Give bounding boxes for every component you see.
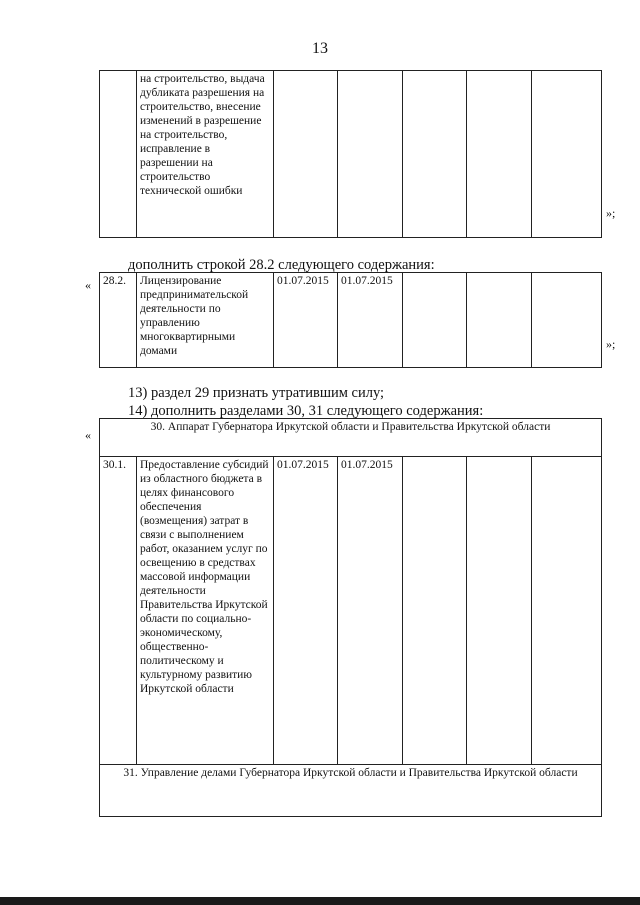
cell-empty [532,71,602,238]
end-quote-mark: »; [606,337,616,351]
open-quote-mark: « [85,278,91,292]
cell-empty [467,457,532,765]
cell-empty [532,273,602,368]
end-quote-mark: »; [606,206,616,220]
cell-number [100,71,137,238]
cell-service-text: на строительство, выдача дубликата разрешения на строительство, внесение изменений в разрешение на строительство, исправление в разрешении на строительство технической ошибки [137,71,274,238]
cell-empty [338,71,403,238]
paragraph-item-14: 14) дополнить разделами 30, 31 следующего содержания: [128,403,484,419]
cell-date-start: 01.07.2015 [274,457,338,765]
cell-empty [403,457,467,765]
table-continuation [99,70,602,238]
cell-service-text: Предоставление субсидий из областного бюджета в целях финансового обеспечения (возмещения) затрат в связи с выполнением работ, оказанием услуг по освещению в средствах массовой информации деятельности Правительства Иркутской области по социально-экономическому, общественно-политическому и культурному развитию Иркутской области [137,457,274,765]
cell-empty [467,71,532,238]
section-31-title: 31. Управление делами Губернатора Иркутской области и Правительства Иркутской области [100,765,602,817]
cell-empty [467,273,532,368]
table-sections-30-31 [99,418,602,817]
cell-date-end: 01.07.2015 [338,457,403,765]
cell-empty [274,71,338,238]
open-quote-mark: « [85,428,91,442]
section-header-row [100,765,602,817]
cell-empty [532,457,602,765]
cell-number: 28.2. [100,273,137,368]
scan-bottom-edge [0,897,640,905]
cell-empty [403,273,467,368]
section-header-row [100,419,602,457]
table-row [100,273,602,368]
table-row [100,457,602,765]
table-row [100,71,602,238]
page-number: 13 [312,40,328,57]
cell-date-end: 01.07.2015 [338,273,403,368]
paragraph-add-row: дополнить строкой 28.2 следующего содержания: [128,257,435,273]
cell-empty [403,71,467,238]
cell-date-start: 01.07.2015 [274,273,338,368]
table-row-28-2 [99,272,602,368]
cell-number: 30.1. [100,457,137,765]
paragraph-item-13: 13) раздел 29 признать утратившим силу; [128,385,385,401]
section-30-title: 30. Аппарат Губернатора Иркутской области и Правительства Иркутской области [100,419,602,457]
cell-service-text: Лицензирование предпринимательской деятельности по управлению многоквартирными домами [137,273,274,368]
